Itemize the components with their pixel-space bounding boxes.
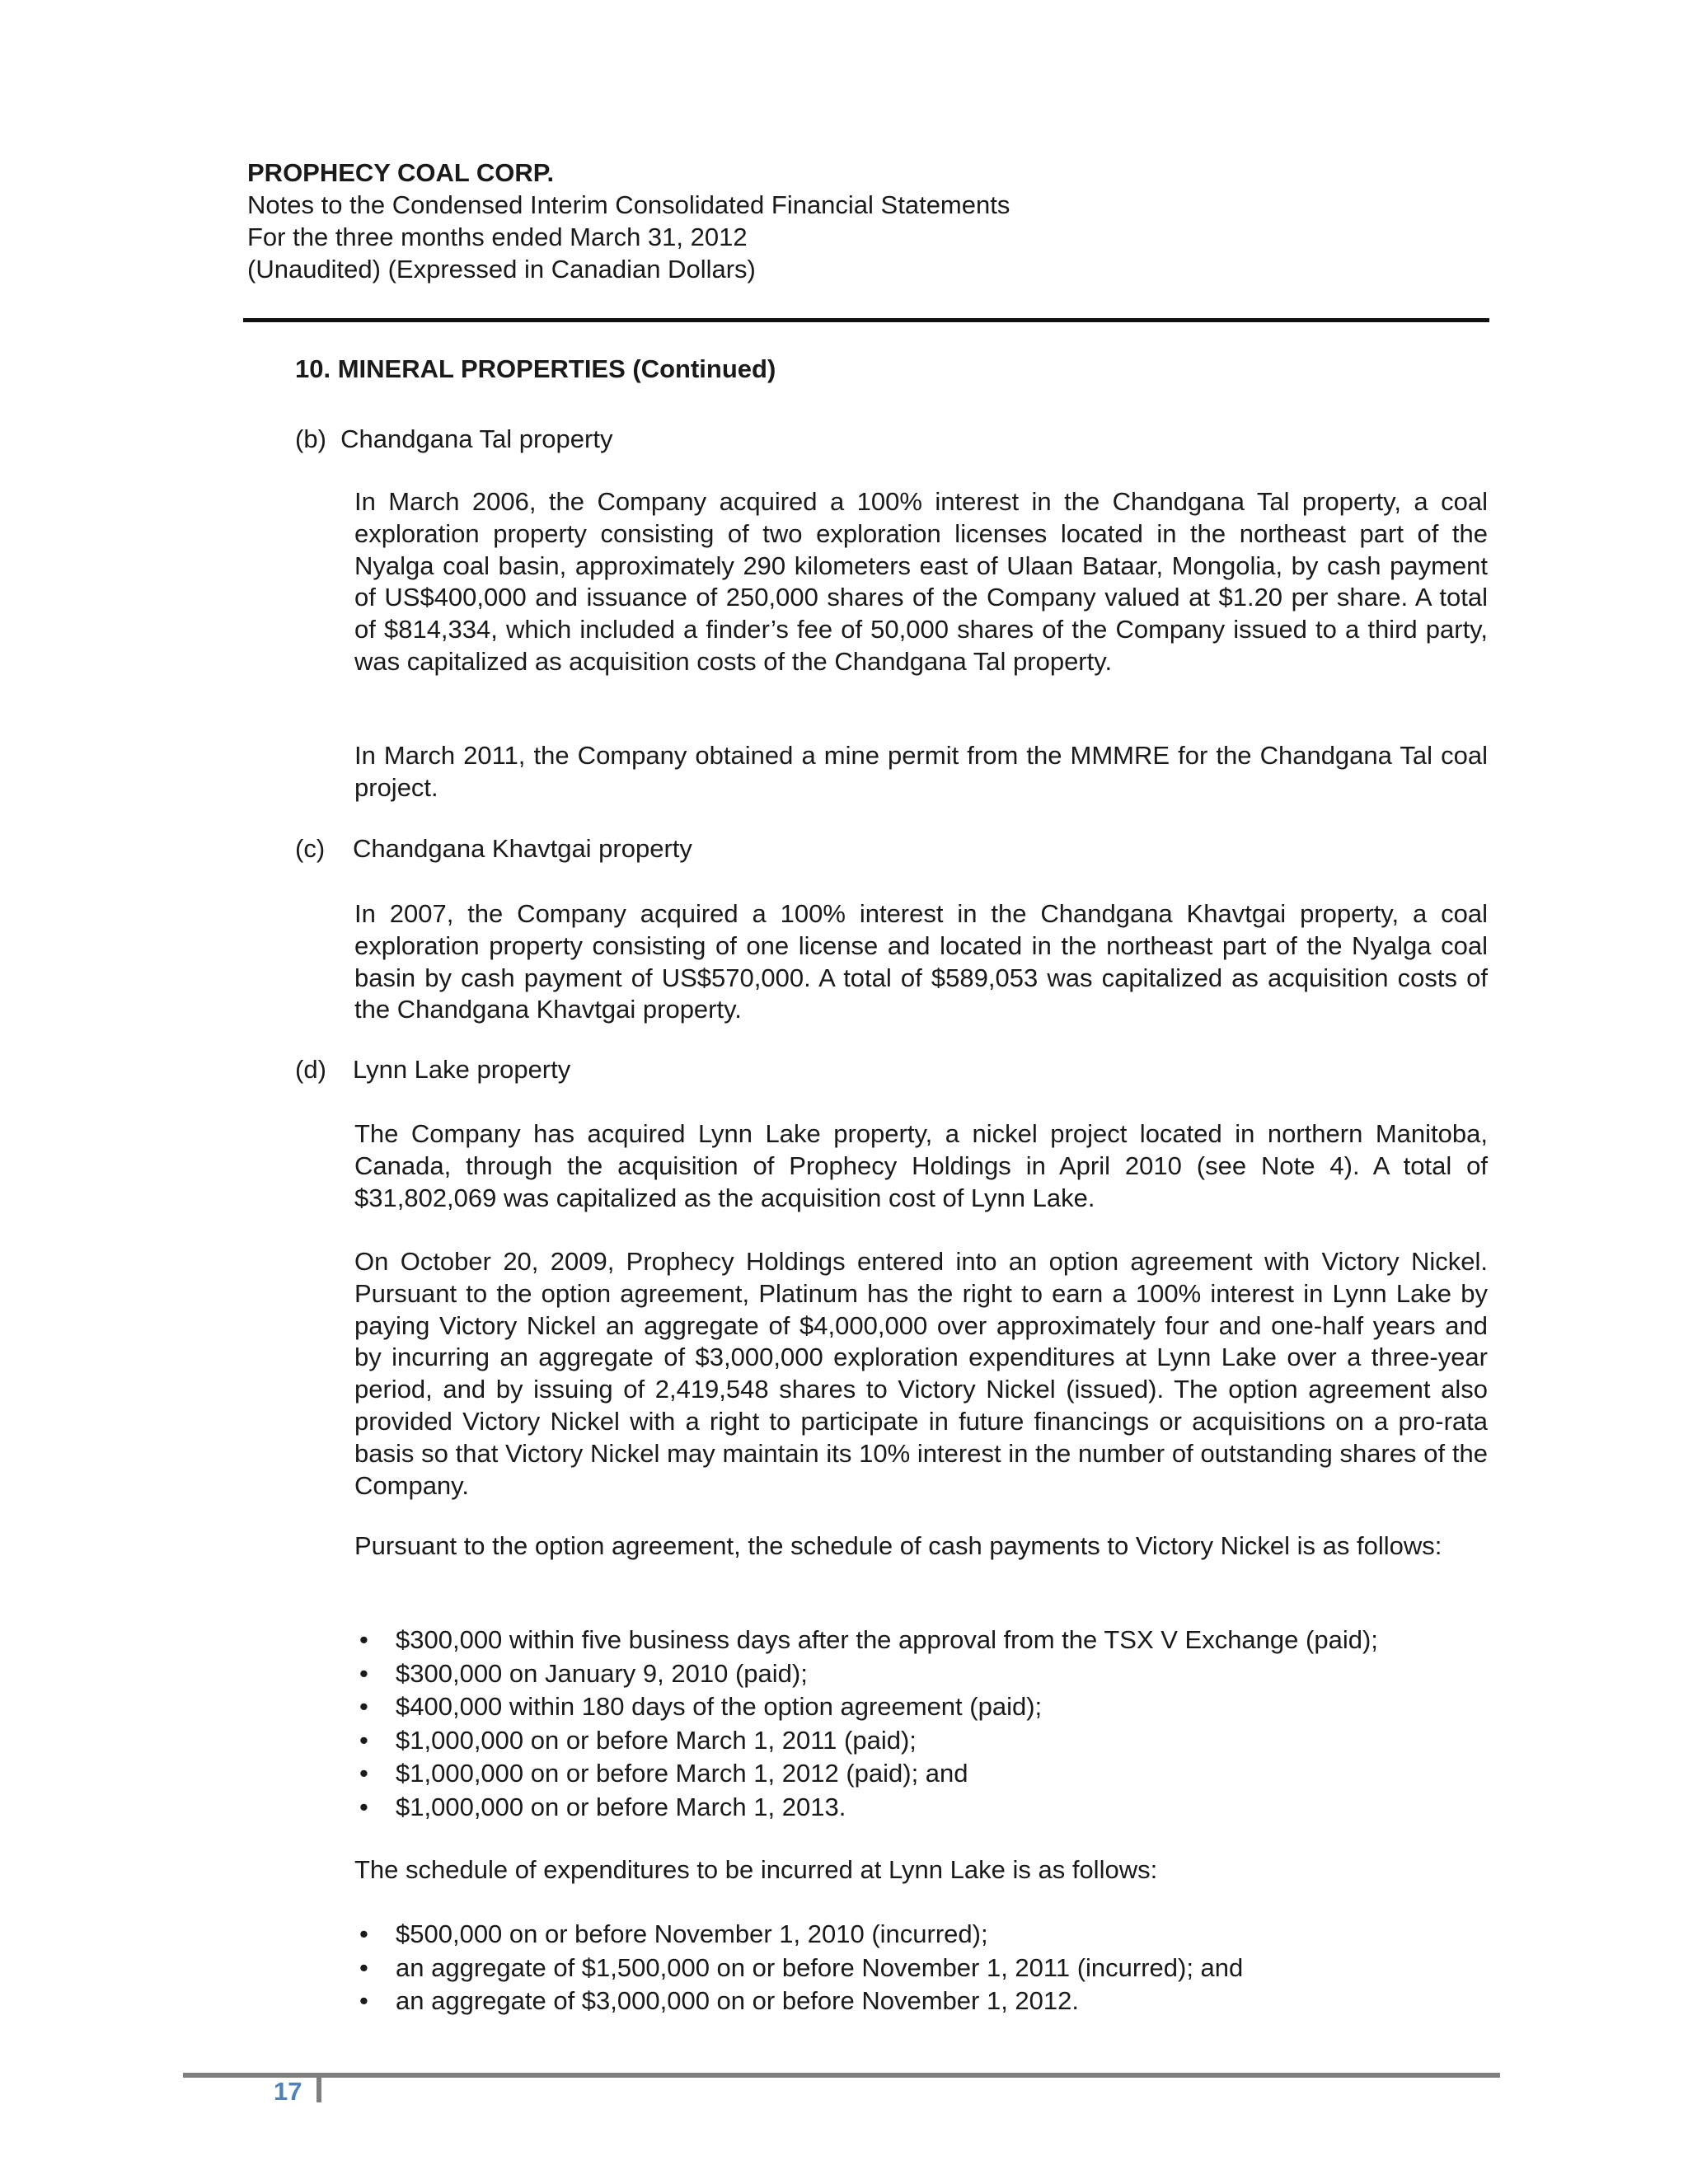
paragraph-d-3: Pursuant to the option agreement, the schedule of cash payments to Victory Nickel is as follows: bbox=[354, 1531, 1442, 1560]
section-title: 10. MINERAL PROPERTIES (Continued) bbox=[295, 354, 776, 383]
list-item: • $1,000,000 on or before March 1, 2013. bbox=[354, 1791, 1488, 1825]
expenditure-schedule-list bbox=[354, 1918, 1488, 2018]
subsection-d-heading bbox=[295, 1055, 570, 1085]
footer-separator bbox=[316, 2073, 321, 2102]
subsection-b-letter: (b) bbox=[295, 424, 326, 453]
paragraph-b-1: In March 2006, the Company acquired a 100% interest in the Chandgana Tal property, a coal exploration property consisting of two exploration licenses located in the northeast part of the Nyalga coal basin, approximately 290 kilometers east of Ulaan Bataar, Mongolia, by cash payment of US$400,000 and issuance of 250,000 shares of the Company valued at $1.20 per share. A total of $814,334, which included a finder’s fee of 50,000 shares of the Company issued to a third party, was capitalized as acquisition costs of the Chandgana Tal property. bbox=[354, 487, 1488, 676]
list-item: • $400,000 within 180 days of the option agreement (paid); bbox=[354, 1690, 1488, 1724]
subsection-b-title: Chandgana Tal property bbox=[340, 424, 613, 453]
footer-divider bbox=[183, 2073, 1500, 2078]
company-name: PROPHECY COAL CORP. bbox=[247, 158, 555, 187]
header-divider bbox=[243, 318, 1489, 322]
paragraph-d-1: The Company has acquired Lynn Lake property, a nickel project located in northern Manitoba, Canada, through the acquisition of Prophecy Holdings in April 2010 (see Note 4). A total of $31,802,069 was capitalized as the acquisition cost of Lynn Lake. bbox=[354, 1119, 1488, 1212]
paragraph-c-1: In 2007, the Company acquired a 100% interest in the Chandgana Khavtgai property, a coal exploration property consisting of one license and located in the northeast part of the Nyalga coal basin by cash payment of US$570,000. A total of $589,053 was capitalized as acquisition costs of the Chandgana Khavtgai property. bbox=[354, 899, 1488, 1024]
subsection-d-title: Lynn Lake property bbox=[353, 1055, 571, 1084]
paragraph-d-2: On October 20, 2009, Prophecy Holdings entered into an option agreement with Victory Nickel. Pursuant to the option agreement, Platinum has the right to earn a 100% interest in Lynn Lake by paying Victory Nickel an aggregate of $4,000,000 over approximately four and one-half years and by incurring an aggregate of $3,000,000 exploration expenditures at Lynn Lake over a three-year period, and by issuing of 2,419,548 shares to Victory Nickel (issued). The option agreement also provided Victory Nickel with a right to participate in future financings or acquisitions on a pro-rata basis so that Victory Nickel may maintain its 10% interest in the number of outstanding shares of the Company. bbox=[354, 1247, 1488, 1500]
list-item: • $500,000 on or before November 1, 2010 (incurred); bbox=[354, 1918, 1488, 1952]
header-line-1: Notes to the Condensed Interim Consolidated Financial Statements bbox=[247, 190, 1010, 219]
paragraph-d-4: The schedule of expenditures to be incurred at Lynn Lake is as follows: bbox=[354, 1855, 1158, 1884]
list-item: • an aggregate of $3,000,000 on or before November 1, 2012. bbox=[354, 1985, 1488, 2018]
header-line-3: (Unaudited) (Expressed in Canadian Dollars) bbox=[247, 255, 756, 284]
list-item: • $1,000,000 on or before March 1, 2012 (paid); and bbox=[354, 1757, 1488, 1791]
list-item: • $300,000 within five business days after the approval from the TSX V Exchange (paid); bbox=[354, 1624, 1488, 1657]
subsection-c-heading bbox=[295, 834, 692, 864]
list-item: • an aggregate of $1,500,000 on or before November 1, 2011 (incurred); and bbox=[354, 1952, 1488, 1985]
subsection-b-heading bbox=[295, 424, 612, 454]
subsection-c-title: Chandgana Khavtgai property bbox=[353, 834, 692, 863]
list-item: • $300,000 on January 9, 2010 (paid); bbox=[354, 1657, 1488, 1691]
payment-schedule-list bbox=[354, 1624, 1488, 1825]
subsection-c-letter: (c) bbox=[295, 834, 326, 863]
paragraph-b-2: In March 2011, the Company obtained a mine permit from the MMMRE for the Chandgana Tal coal project. bbox=[354, 741, 1488, 802]
subsection-d-letter: (d) bbox=[295, 1055, 326, 1084]
header-line-2: For the three months ended March 31, 2012 bbox=[247, 223, 748, 251]
list-item: • $1,000,000 on or before March 1, 2011 (paid); bbox=[354, 1724, 1488, 1758]
page-number: 17 bbox=[274, 2077, 302, 2106]
document-header bbox=[247, 157, 1010, 285]
